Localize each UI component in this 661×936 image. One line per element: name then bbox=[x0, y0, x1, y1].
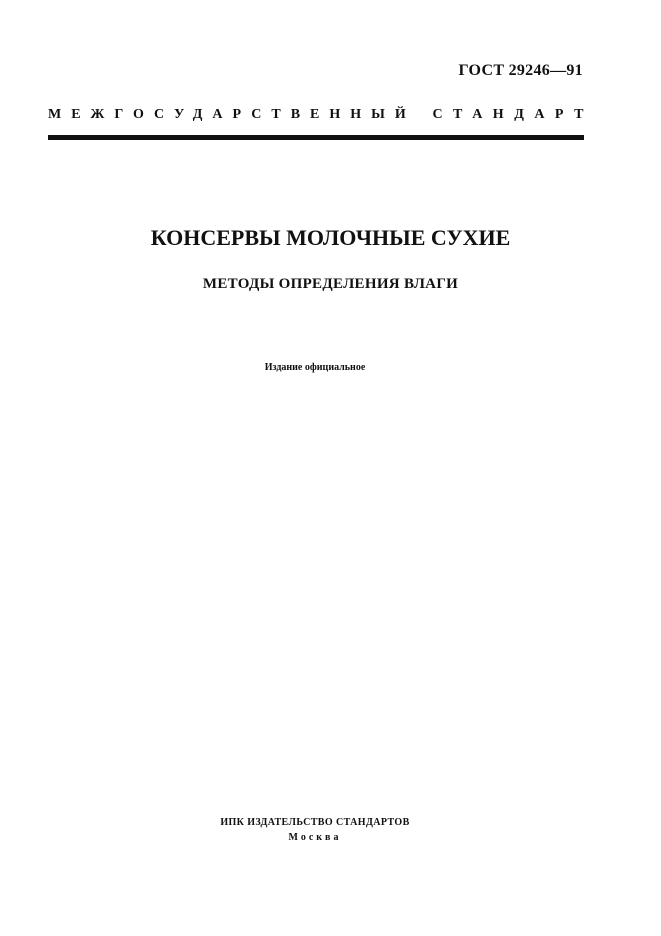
standard-category-heading bbox=[48, 107, 594, 123]
document-subtitle: МЕТОДЫ ОПРЕДЕЛЕНИЯ ВЛАГИ bbox=[202, 276, 459, 292]
category-word-standard: СТАНДАРТ bbox=[432, 107, 594, 122]
category-word-interstate: МЕЖГОСУДАРСТВЕННЫЙ bbox=[48, 107, 416, 122]
standard-number: ГОСТ 29246—91 bbox=[458, 62, 583, 79]
document-title: КОНСЕРВЫ МОЛОЧНЫЕ СУХИЕ bbox=[150, 225, 511, 250]
publication-city: Москва bbox=[288, 832, 342, 843]
edition-note: Издание официальное bbox=[264, 362, 366, 373]
publisher-name: ИПК ИЗДАТЕЛЬСТВО СТАНДАРТОВ bbox=[220, 817, 410, 828]
header-divider-rule bbox=[48, 135, 584, 140]
